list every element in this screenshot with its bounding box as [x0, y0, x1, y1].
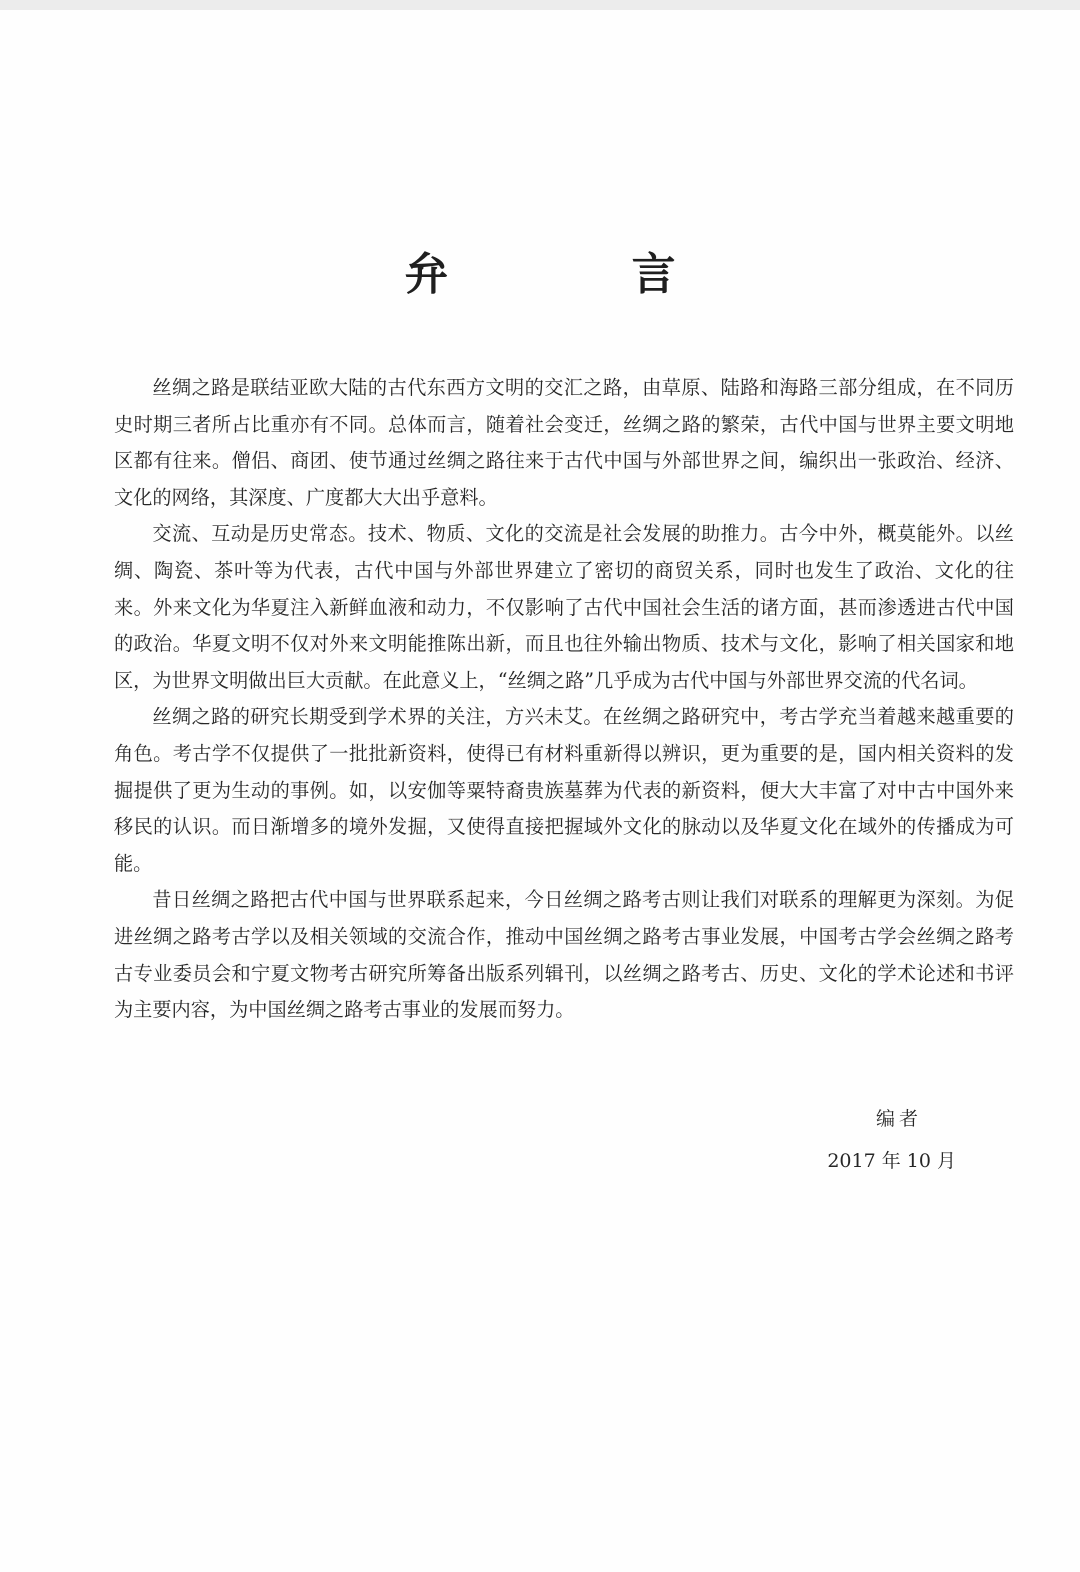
page-top-edge [0, 0, 1080, 10]
signature-block [827, 1098, 956, 1182]
paragraph-2: 交流、互动是历史常态。技术、物质、文化的交流是社会发展的助推力。古今中外，概莫能外。以丝绸、陶瓷、茶叶等为代表，古代中国与外部世界建立了密切的商贸关系，同时也发生了政治、文化的往来。外来文化为华夏注入新鲜血液和动力，不仅影响了古代中国社会生活的诸方面，甚而渗透进古代中国的政治。华夏文明不仅对外来文明能推陈出新，而且也往外输出物质、技术与文化，影响了相关国家和地区，为世界文明做出巨大贡献。在此意义上，“丝绸之路”几乎成为古代中国与外部世界交流的代名词。 [114, 522, 1014, 692]
page-title: 弁 言 [404, 249, 760, 300]
preface-body [114, 370, 1014, 1029]
paragraph-3: 丝绸之路的研究长期受到学术界的关注，方兴未艾。在丝绸之路研究中，考古学充当着越来越重要的角色。考古学不仅提供了一批批新资料，使得已有材料重新得以辨识，更为重要的是，国内相关资料的发掘提供了更为生动的事例。如，以安伽等粟特裔贵族墓葬为代表的新资料，便大大丰富了对中古中国外来移民的认识。而日渐增多的境外发掘，又使得直接把握域外文化的脉动以及华夏文化在域外的传播成为可能。 [114, 705, 1014, 875]
signature-date: 2017 年 10 月 [827, 1150, 956, 1172]
signature-author: 编者 [875, 1108, 922, 1130]
paragraph-1: 丝绸之路是联结亚欧大陆的古代东西方文明的交汇之路，由草原、陆路和海路三部分组成，在不同历史时期三者所占比重亦有不同。总体而言，随着社会变迁，丝绸之路的繁荣，古代中国与世界主要文明地区都有往来。僧侣、商团、使节通过丝绸之路往来于古代中国与外部世界之间，编织出一张政治、经济、文化的网络，其深度、广度都大大出乎意料。 [114, 376, 1014, 509]
paragraph-4: 昔日丝绸之路把古代中国与世界联系起来，今日丝绸之路考古则让我们对联系的理解更为深刻。为促进丝绸之路考古学以及相关领域的交流合作，推动中国丝绸之路考古事业发展，中国考古学会丝绸之路考古专业委员会和宁夏文物考古研究所筹备出版系列辑刊，以丝绸之路考古、历史、文化的学术论述和书评为主要内容，为中国丝绸之路考古事业的发展而努力。 [114, 888, 1014, 1022]
